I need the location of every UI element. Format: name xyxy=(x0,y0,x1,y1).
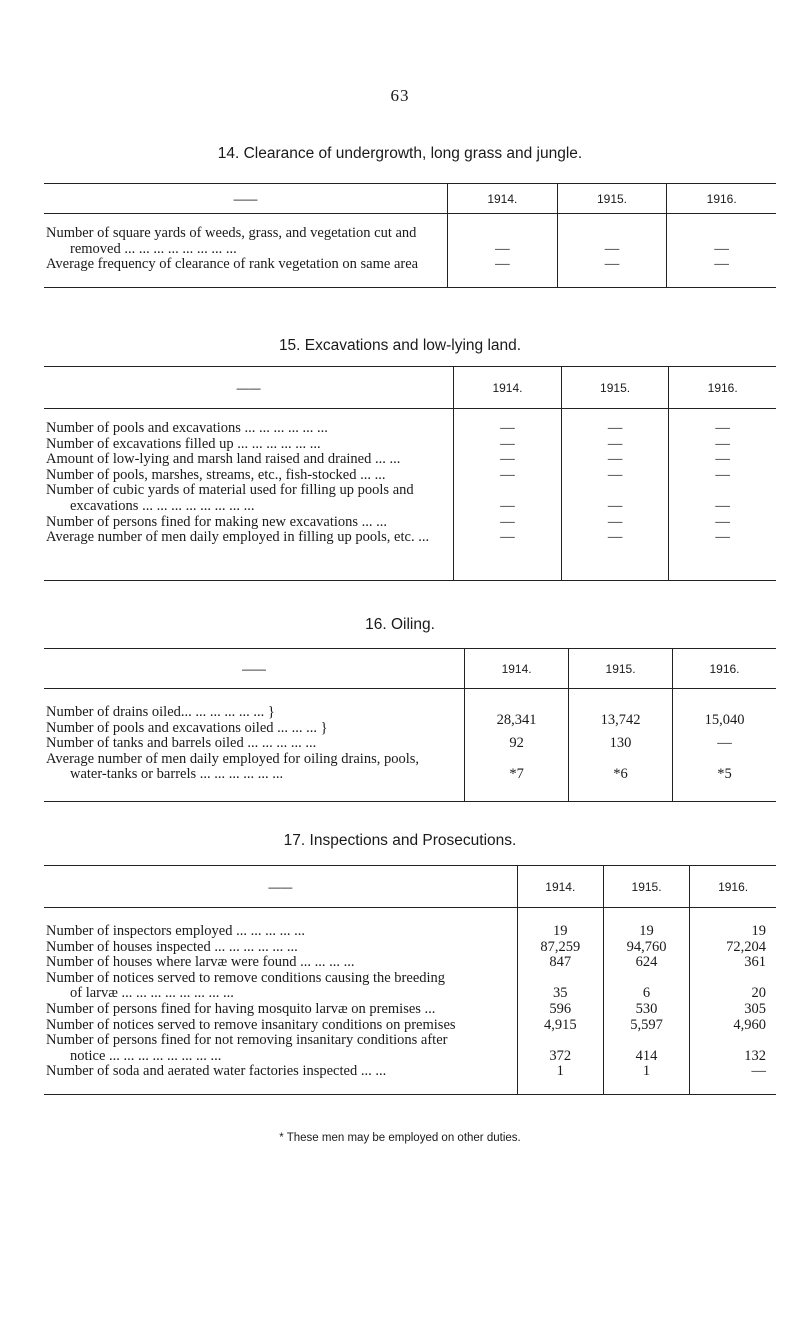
table-row xyxy=(44,226,776,257)
table-row xyxy=(44,1002,776,1018)
table-row xyxy=(44,736,776,752)
section-14-title: 14. Clearance of undergrowth, long grass and jungle. xyxy=(217,145,583,162)
value-1916: — xyxy=(673,736,776,752)
header-label: —— xyxy=(44,649,465,689)
header-1915: 1915. xyxy=(603,866,689,908)
page-number: 63 xyxy=(390,86,410,105)
header-1915: 1915. xyxy=(569,649,673,689)
value-1916: — xyxy=(669,468,776,484)
value-1915: 530 xyxy=(603,1002,689,1018)
table-row xyxy=(44,924,776,940)
value-1915: 1 xyxy=(603,1064,689,1094)
value-1916: 4,960 xyxy=(690,1018,776,1034)
value-1914: 4,915 xyxy=(517,1018,603,1034)
table-row xyxy=(44,257,776,287)
value-1914: 92 xyxy=(465,736,569,752)
table-row xyxy=(44,483,776,514)
value-1914: 1 xyxy=(517,1064,603,1094)
value-1915: 130 xyxy=(569,736,673,752)
value-1914: 35 xyxy=(517,971,603,1002)
section-15-table xyxy=(44,366,776,581)
section-17-title: 17. Inspections and Prosecutions. xyxy=(283,832,517,849)
row-label: Number of houses where larvæ were found ... ... ... ... xyxy=(46,954,355,971)
table-row xyxy=(44,752,776,802)
value-1914: — xyxy=(448,226,558,257)
table-row xyxy=(44,515,776,531)
row-label: Number of drains oiled... ... ... ... ... ... } Number of pools and excavations oiled ... ... ... } xyxy=(46,704,328,736)
section-16-title: 16. Oiling. xyxy=(365,616,435,633)
section-17-table xyxy=(44,865,776,1095)
value-1914: 372 xyxy=(517,1033,603,1064)
value-1914: 28,341 xyxy=(465,705,569,736)
value-1916: 15,040 xyxy=(673,705,776,736)
row-label: Number of pools, marshes, streams, etc., fish-stocked ... ... xyxy=(46,466,386,483)
value-1915: — xyxy=(561,421,669,437)
value-1915: — xyxy=(561,515,669,531)
value-1914: — xyxy=(448,257,558,287)
table-row xyxy=(44,1033,776,1064)
value-1914: — xyxy=(454,530,562,580)
value-1915: 19 xyxy=(603,924,689,940)
header-1916: 1916. xyxy=(667,184,776,214)
value-1916: 19 xyxy=(690,924,776,940)
header-1916: 1916. xyxy=(690,866,776,908)
value-1916: — xyxy=(669,452,776,468)
value-1915: 6 xyxy=(603,971,689,1002)
row-label: Number of notices served to remove conditions causing the breeding of larvæ ... ... ... ... ... ... ... ... xyxy=(46,969,446,1002)
value-1915: 13,742 xyxy=(569,705,673,736)
row-label: Amount of low-lying and marsh land raised and drained ... ... xyxy=(46,451,401,468)
row-label: Number of houses inspected ... ... ... ... ... ... xyxy=(46,938,298,955)
row-label: Number of soda and aerated water factories inspected ... ... xyxy=(44,1064,517,1094)
value-1914: — xyxy=(454,515,562,531)
value-1914: — xyxy=(454,483,562,514)
section-14-table xyxy=(44,183,776,288)
value-1916: 305 xyxy=(690,1002,776,1018)
table-row xyxy=(44,955,776,971)
row-label: Average frequency of clearance of rank vegetation on same area xyxy=(44,257,448,287)
row-label: Number of square yards of weeds, grass, and vegetation cut and removed ... ... ... ... ... ... ... ... xyxy=(46,225,417,257)
value-1916: 361 xyxy=(690,955,776,971)
table-row xyxy=(44,468,776,484)
value-1914: — xyxy=(454,437,562,453)
row-label: Number of inspectors employed ... ... ... ... ... xyxy=(46,923,305,939)
value-1915: *6 xyxy=(569,752,673,802)
value-1916: — xyxy=(669,421,776,437)
value-1916: — xyxy=(669,515,776,531)
header-1914: 1914. xyxy=(465,649,569,689)
value-1916: 72,204 xyxy=(690,940,776,956)
header-1914: 1914. xyxy=(448,184,558,214)
value-1915: — xyxy=(561,468,669,484)
row-label: Number of tanks and barrels oiled ... ... ... ... ... xyxy=(46,735,317,752)
value-1916: 132 xyxy=(690,1033,776,1064)
value-1916: — xyxy=(669,530,776,580)
value-1916: — xyxy=(667,257,776,287)
table-row xyxy=(44,452,776,468)
footnote: * These men may be employed on other duties. xyxy=(279,1132,521,1144)
section-15-title: 15. Excavations and low-lying land. xyxy=(278,337,522,354)
value-1915: 624 xyxy=(603,955,689,971)
table-row xyxy=(44,437,776,453)
row-label: Average number of men daily employed for oiling drains, pools, water-tanks or barrels ... ... ... ... ... ... xyxy=(44,752,465,802)
value-1915: — xyxy=(561,437,669,453)
value-1915: — xyxy=(561,483,669,514)
value-1914: — xyxy=(454,452,562,468)
header-1914: 1914. xyxy=(517,866,603,908)
header-1915: 1915. xyxy=(561,367,669,409)
header-label: —— xyxy=(44,866,517,908)
value-1916: 20 xyxy=(690,971,776,1002)
header-label: —— xyxy=(44,367,454,409)
value-1914: *7 xyxy=(465,752,569,802)
table-row xyxy=(44,530,776,580)
table-row xyxy=(44,971,776,1002)
header-label: —— xyxy=(44,184,448,214)
value-1916: — xyxy=(669,437,776,453)
row-label: Number of excavations filled up ... ... ... ... ... ... xyxy=(46,435,321,452)
value-1915: 5,597 xyxy=(603,1018,689,1034)
value-1916: — xyxy=(669,483,776,514)
row-label: Number of persons fined for not removing insanitary conditions after notice ... ... ... ... ... ... ... ... xyxy=(46,1032,448,1064)
table-row xyxy=(44,1064,776,1094)
row-label: Average number of men daily employed in filling up pools, etc. ... xyxy=(44,530,454,580)
row-label: Number of cubic yards of material used for filling up pools and excavations ... ... ... ... ... ... ... ... xyxy=(46,482,414,514)
header-1916: 1916. xyxy=(669,367,776,409)
value-1914: — xyxy=(454,468,562,484)
table-row xyxy=(44,421,776,437)
value-1914: 847 xyxy=(517,955,603,971)
row-label: Number of notices served to remove insanitary conditions on premises xyxy=(46,1016,456,1033)
row-label: Number of pools and excavations ... ... ... ... ... ... xyxy=(46,420,328,436)
value-1915: — xyxy=(557,226,667,257)
value-1915: 414 xyxy=(603,1033,689,1064)
value-1915: — xyxy=(557,257,667,287)
value-1916: — xyxy=(667,226,776,257)
value-1914: 596 xyxy=(517,1002,603,1018)
header-1916: 1916. xyxy=(673,649,776,689)
value-1915: 94,760 xyxy=(603,940,689,956)
row-label: Number of persons fined for having mosquito larvæ on premises ... xyxy=(46,1000,436,1017)
value-1916: *5 xyxy=(673,752,776,802)
table-row xyxy=(44,705,776,736)
value-1916: — xyxy=(690,1064,776,1094)
value-1914: 87,259 xyxy=(517,940,603,956)
value-1914: 19 xyxy=(517,924,603,940)
row-label: Number of persons fined for making new excavations ... ... xyxy=(46,513,388,530)
header-1915: 1915. xyxy=(557,184,667,214)
value-1915: — xyxy=(561,530,669,580)
value-1915: — xyxy=(561,452,669,468)
value-1914: — xyxy=(454,421,562,437)
table-row xyxy=(44,1018,776,1034)
table-row xyxy=(44,940,776,956)
section-16-table xyxy=(44,648,776,802)
header-1914: 1914. xyxy=(454,367,562,409)
